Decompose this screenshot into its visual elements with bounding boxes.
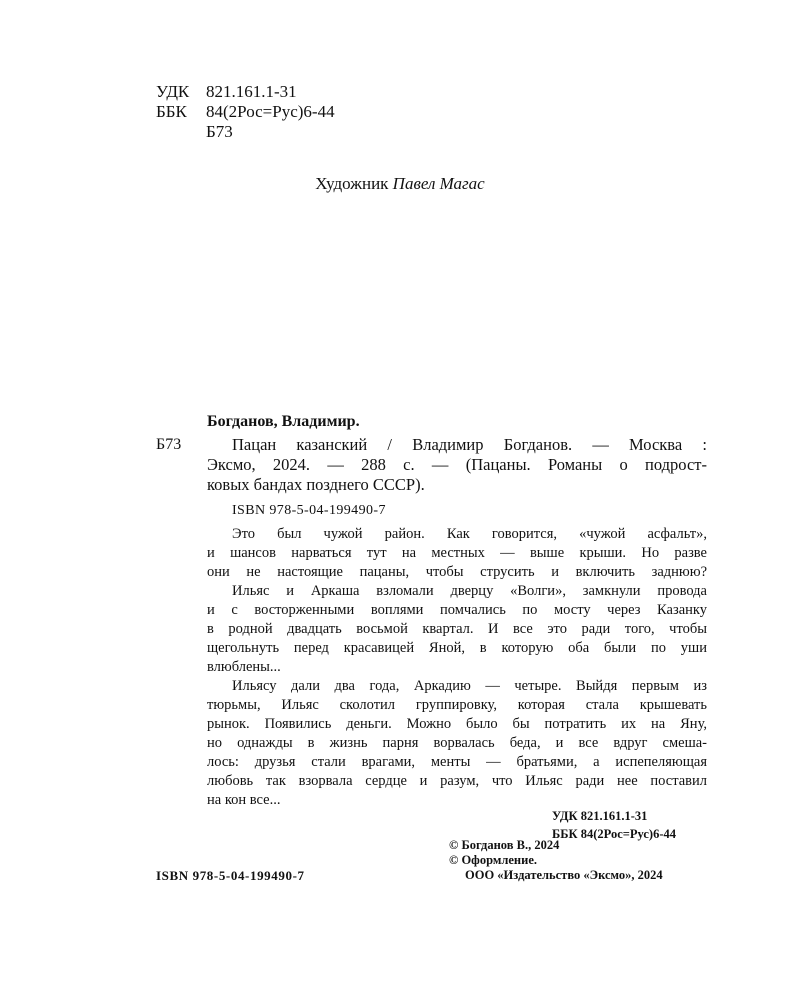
annotation-line: Ильясу дали два года, Аркадию — четыре. Выйдя первым из — [232, 678, 707, 694]
bbk-value: 84(2Рос=Рус)6-44 — [206, 102, 335, 121]
bib-line: Эксмо, 2024. — 288 с. — (Пацаны. Романы о подрост- — [207, 455, 707, 474]
annotation-line: влюблены... — [207, 659, 281, 675]
copyright-author: © Богданов В., 2024 — [449, 838, 560, 852]
artist-prefix: Художник — [315, 174, 389, 193]
isbn-bottom: ISBN 978-5-04-199490-7 — [156, 868, 305, 883]
annotation-line: и шансов нарваться тут на местных — выше крыши. Но разве — [207, 545, 707, 561]
annotation-line: они не настоящие пацаны, чтобы струсить и включить заднюю? — [207, 564, 707, 580]
annotation-line: в родной двадцать восьмой квартал. И все это ради того, чтобы — [207, 621, 707, 637]
author-mark-top: Б73 — [206, 122, 233, 141]
annotation-line: на кон все... — [207, 792, 281, 808]
copyright-design: © Оформление. — [449, 853, 538, 867]
index-udk: УДК 821.161.1-31 — [552, 809, 648, 823]
author-mark-row — [156, 122, 233, 142]
bib-line: ковых бандах позднего СССР). — [207, 475, 425, 494]
artist-credit — [0, 174, 800, 194]
catalog-isbn: ISBN 978-5-04-199490-7 — [232, 503, 386, 518]
copyright-publisher: ООО «Издательство «Эксмо», 2024 — [465, 868, 663, 882]
udk-label: УДК — [156, 82, 190, 101]
annotation-line: любовь так взорвала сердце и разум, что Ильяс ради нее поставил — [207, 773, 707, 789]
annotation-line: лось: друзья стали врагами, менты — братьями, а испепеляющая — [207, 754, 707, 770]
annotation-line: щегольнуть перед красавицей Яной, в которую оба были по уши — [207, 640, 707, 656]
annotation-line: Ильяс и Аркаша взломали дверцу «Волги», замкнули провода — [232, 583, 707, 599]
annotation-line: и с восторженными воплями помчались по мосту через Казанку — [207, 602, 707, 618]
annotation-line: Это был чужой район. Как говорится, «чужой асфальт», — [232, 526, 707, 542]
catalog-author-mark: Б73 — [156, 436, 182, 453]
bbk-row — [156, 102, 335, 122]
udk-row — [156, 82, 297, 102]
annotation-line: рынок. Появились деньги. Можно было бы потратить их на Яну, — [207, 716, 707, 732]
index-bbk: ББК 84(2Рос=Рус)6-44 — [552, 827, 676, 841]
annotation — [207, 525, 707, 810]
catalog-bibliographic-description — [207, 435, 707, 495]
catalog-author-heading: Богданов, Владимир. — [207, 413, 360, 430]
annotation-line: тюрьмы, Ильяс сколотил группировку, которая стала крышевать — [207, 697, 707, 713]
annotation-line: но однажды в жизнь парня ворвалась беда, и все вдруг смеша- — [207, 735, 707, 751]
bib-line: Пацан казанский / Владимир Богданов. — Москва : — [232, 435, 707, 454]
bbk-label: ББК — [156, 102, 187, 121]
artist-name: Павел Магас — [392, 174, 485, 193]
udk-value: 821.161.1-31 — [206, 82, 297, 101]
